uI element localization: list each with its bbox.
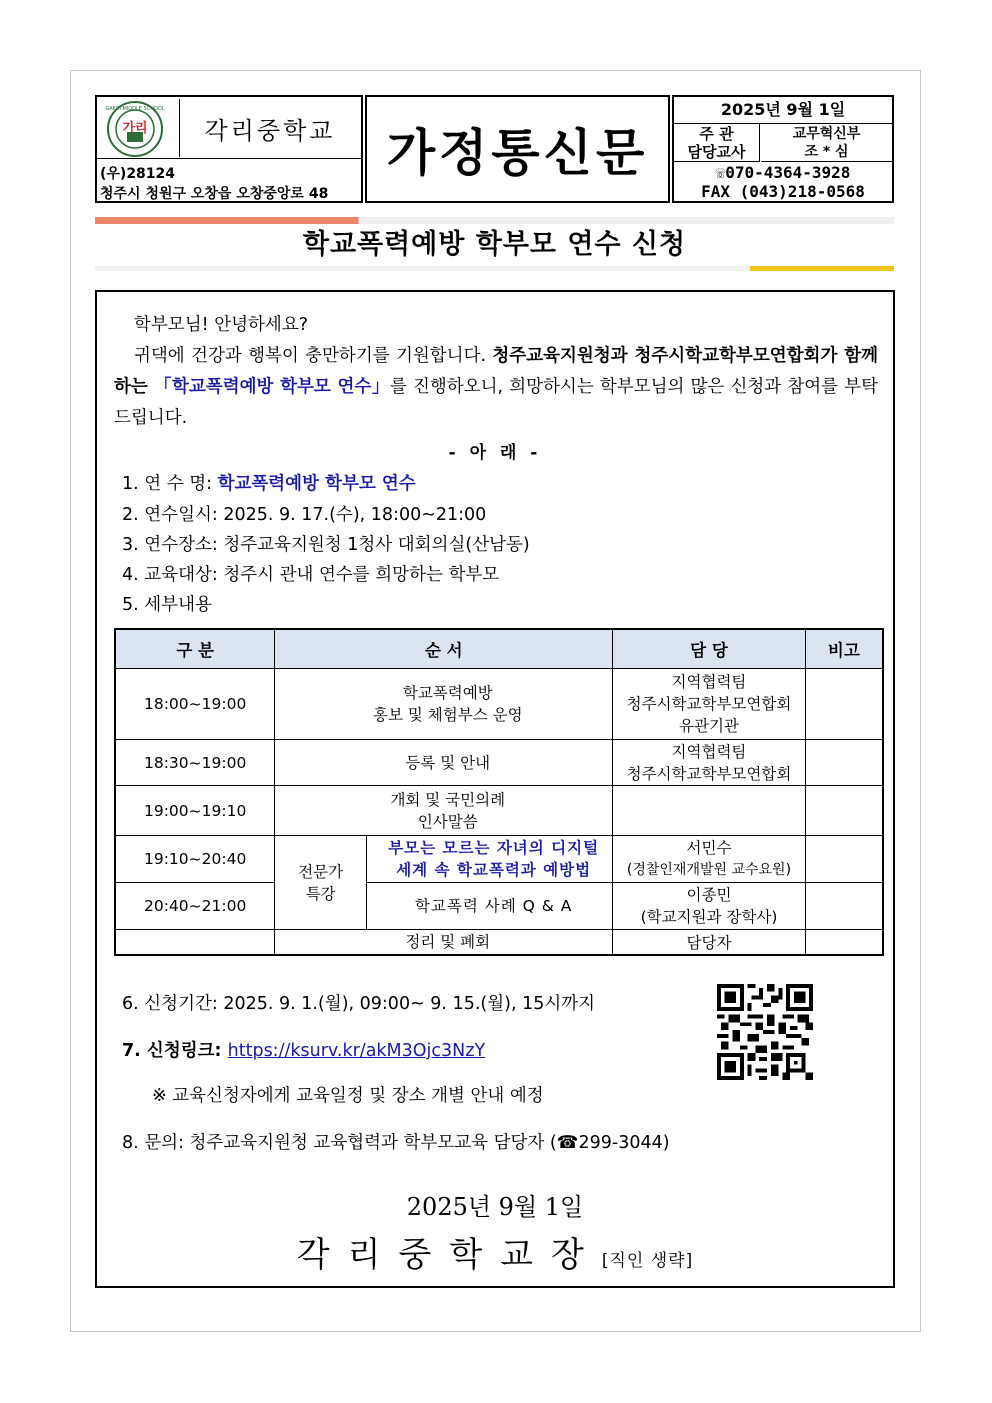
intro-paragraph: 귀댁에 건강과 행복이 충만하기를 기원합니다. 청주교육지원청과 청주시학교학부모연합회가 함께하는 「학교폭력예방 학부모 연수」를 진행하오니, 희망하시는 학부모님의 많은 신청과 참여를 부탁드립니다. — [114, 346, 879, 428]
table-row: 18:00~19:00 학교폭력예방 홍보 및 체험부스 운영 지역협력팀 청주시학교학부모연합회 유관기관 — [115, 669, 883, 740]
item-target: 4. 교육대상: 청주시 관내 연수를 희망하는 학부모 — [122, 565, 500, 585]
item-date: 2. 연수일시: 2025. 9. 17.(수), 18:00~21:00 — [122, 505, 487, 525]
school-logo — [99, 99, 171, 159]
item-inquiry: 8. 문의: 청주교육지원청 교육협력과 학부모교육 담당자 (☎299-3044) — [122, 1133, 670, 1153]
school-info-box — [95, 95, 363, 203]
subject-title: 학교폭력예방 학부모 연수 신청 — [302, 229, 687, 260]
school-name: 각리중학교 — [179, 99, 360, 157]
table-header-row — [115, 629, 883, 669]
schedule-table — [114, 628, 884, 956]
svg-text:GAKRI MIDDLE SCHOOL: GAKRI MIDDLE SCHOOL — [105, 106, 165, 112]
svg-text:가리: 가리 — [122, 121, 148, 136]
header-remarks: 비고 — [805, 629, 883, 669]
names-cell: 교무혁신부 조 * 심 — [761, 124, 892, 162]
table-row: 20:40~21:00 학교폭력 사례 Q & A 이종민 (학교지원과 장학사) — [115, 883, 883, 930]
newsletter-title: 가정통신문 — [365, 95, 670, 203]
postal-code: (우)28124 — [100, 166, 176, 182]
contact-info-box — [672, 95, 894, 203]
application-link[interactable]: https://ksurv.kr/akM3Ojc3NzY — [227, 1041, 486, 1061]
table-row: 19:00~19:10 개회 및 국민의례 인사말씀 — [115, 786, 883, 836]
table-row: 18:30~19:00 등록 및 안내 지역협력팀 청주시학교학부모연합회 — [115, 740, 883, 786]
sign-date: 2025년 9월 1일 — [406, 1193, 584, 1221]
item-application-link: 7. 신청링크: https://ksurv.kr/akM3Ojc3NzY — [122, 1041, 486, 1061]
note: ※ 교육신청자에게 교육일정 및 장소 개별 안내 예정 — [152, 1086, 544, 1106]
qr-code[interactable] — [717, 984, 813, 1080]
table-row: 19:10~20:40 전문가 특강 부모는 모르는 자녀의 디지털 세계 속 학교폭력과 예방법 서민수 (경찰인재개발원 교수요원) — [115, 836, 883, 883]
header-category: 구 분 — [115, 629, 275, 669]
school-address: 청주시 청원구 오창읍 오창중앙로 48 — [100, 186, 329, 202]
item-place: 3. 연수장소: 청주교육지원청 1청사 대회의실(산남동) — [122, 535, 530, 555]
header-order: 순 서 — [275, 629, 613, 669]
notice-heading: - 아 래 - — [448, 443, 542, 463]
item-application-period: 6. 신청기간: 2025. 9. 1.(월), 09:00~ 9. 15.(월), 15시까지 — [122, 994, 596, 1014]
principal-signature: 각리중학교장[직인 생략] — [296, 1235, 694, 1275]
seal-note: [직인 생략] — [601, 1251, 694, 1271]
header-charge: 담 당 — [613, 629, 805, 669]
phone-number: ☏070-4364-3928 — [715, 163, 851, 182]
decorative-bar-top — [95, 217, 894, 224]
lecture-label: 전문가 특강 — [275, 836, 367, 930]
issue-date: 2025년 9월 1일 — [674, 97, 892, 124]
table-row: 정리 및 폐회 담당자 — [115, 930, 883, 955]
item-course-name: 1. 연 수 명: 학교폭력예방 학부모 연수 — [122, 474, 416, 494]
decorative-bar-bottom — [95, 266, 894, 271]
main-content — [95, 290, 895, 1288]
fax-number: FAX (043)218-0568 — [701, 182, 865, 201]
greeting: 학부모님! 안녕하세요? — [134, 315, 309, 335]
item-details: 5. 세부내용 — [122, 595, 212, 615]
roles-cell: 주 관 담당교사 — [674, 124, 760, 162]
